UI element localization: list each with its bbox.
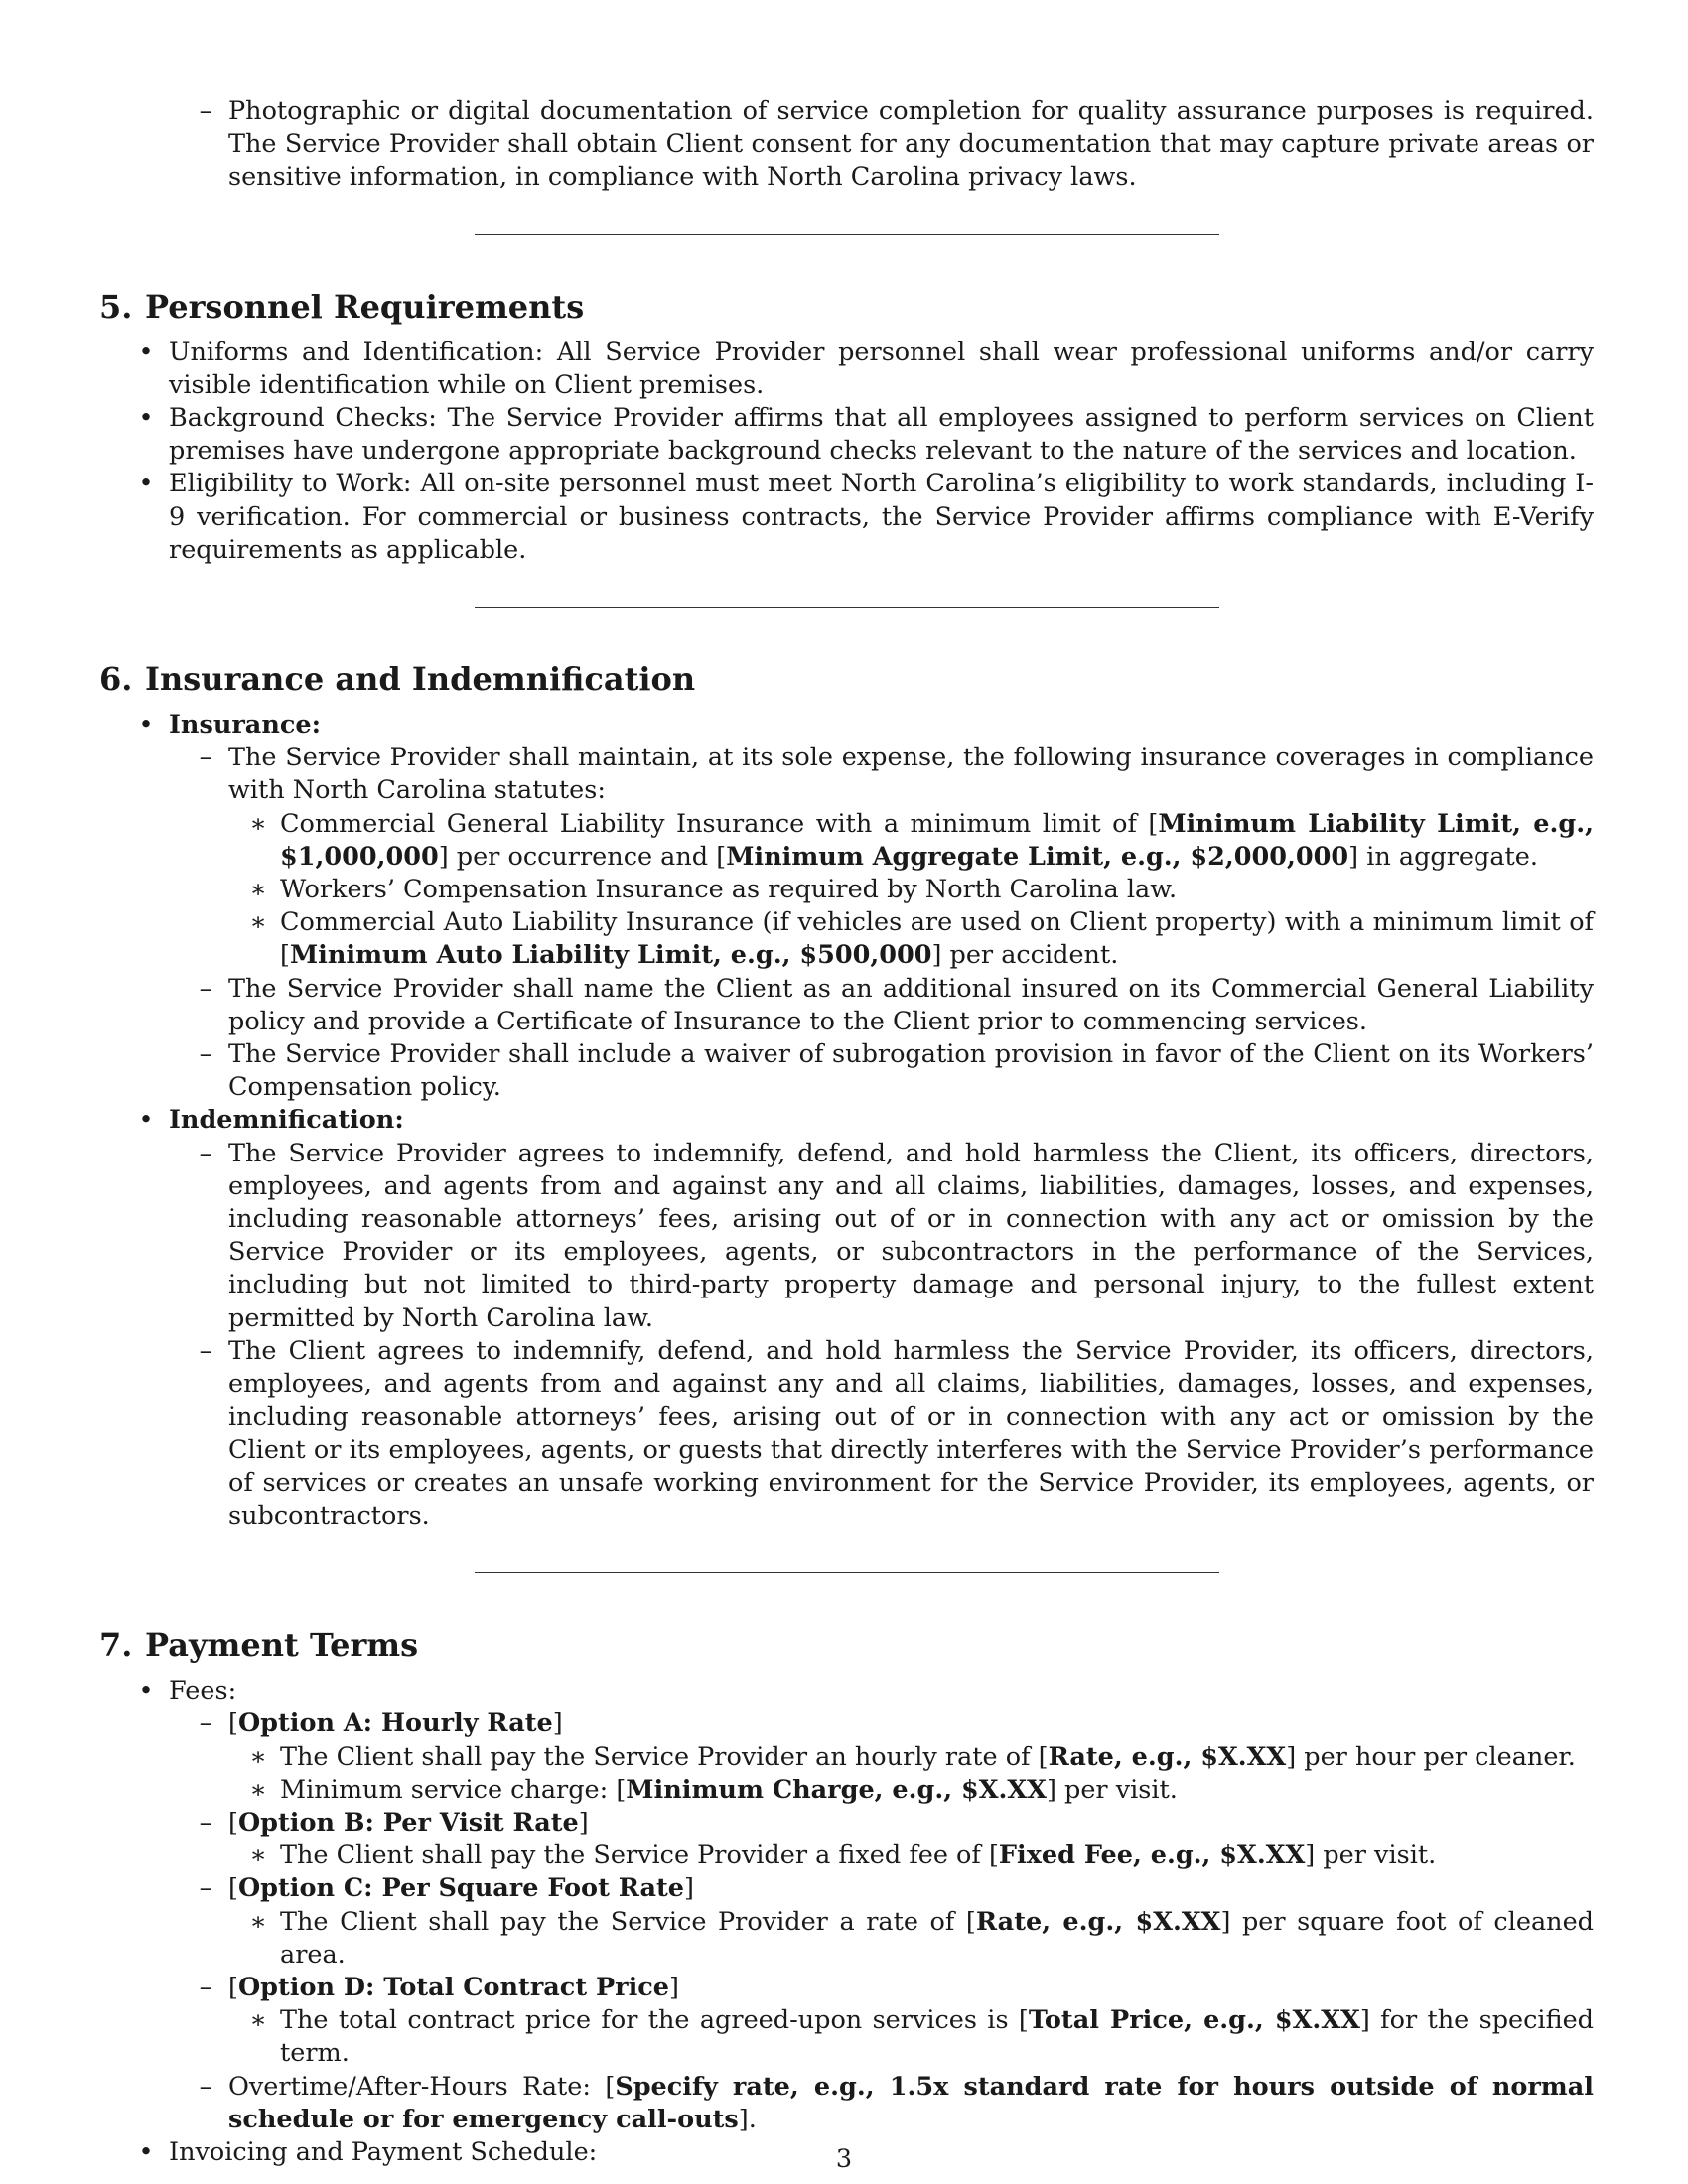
page-content (99, 95, 1594, 2169)
star-marker: ∗ (249, 907, 267, 938)
client-indemnity-text: The Client agrees to indemnify, defend, and hold harmless the Service Provider, its officers, directors, employees, and agents from and against any and all claims, liabilities, damages, losses, and expenses, including reasonable attorneys’ fees, arising out of or in connection with any act or omission by the Client or its employees, agents, or guests that directly interferes with the Service Provider’s performance of services or creates an unsafe working environment for the Service Provider, its employees, agents, or subcontractors. (228, 1335, 1594, 1531)
waiver-text: The Service Provider shall include a waiver of subrogation provision in favor of the Client on its Workers’ Compensation policy. (228, 1039, 1594, 1103)
dash-marker: – (199, 1873, 212, 1904)
star-marker: ∗ (249, 1774, 267, 1805)
section-number: 5. (99, 287, 133, 326)
option-d-label: [Option D: Total Contract Price] (228, 1972, 679, 2002)
list-item (99, 1906, 1594, 1972)
list-item (99, 1872, 1594, 1905)
bullet-marker: • (138, 337, 154, 367)
list-item (99, 1972, 1594, 2004)
fixed-fee-text: The Client shall pay the Service Provider a fixed fee of [Fixed Fee, e.g., $X.XX] per visit. (280, 1841, 1437, 1871)
list-item (99, 1774, 1594, 1807)
list-item (99, 808, 1594, 874)
list-item (99, 906, 1594, 972)
section-heading-7 (99, 1625, 1594, 1665)
list-item (99, 709, 1594, 742)
section-title: Personnel Requirements (145, 287, 585, 326)
dash-marker: – (199, 1138, 212, 1168)
option-b-label: [Option B: Per Visit Rate] (228, 1807, 589, 1838)
auto-liability-text: Commercial Auto Liability Insurance (if vehicles are used on Client property) with a minimum limit of [Minimum Auto Liability Limit, e.g., $500,000] per accident. (280, 907, 1594, 971)
list-item (99, 1335, 1594, 1533)
invoicing-label: Invoicing and Payment Schedule: (169, 2136, 598, 2167)
bullet-marker: • (138, 403, 154, 434)
dash-marker: – (199, 1335, 212, 1366)
star-marker: ∗ (249, 1906, 267, 1937)
list-item (99, 742, 1594, 807)
bullet-marker: • (138, 469, 154, 499)
list-item (99, 1104, 1594, 1137)
list-item (99, 874, 1594, 906)
dash-marker: – (199, 1807, 212, 1838)
list-item (99, 337, 1594, 402)
section-title: Payment Terms (145, 1626, 419, 1665)
star-marker: ∗ (249, 1741, 267, 1772)
dash-marker: – (199, 1708, 212, 1739)
star-marker: ∗ (249, 808, 267, 839)
list-item (99, 402, 1594, 468)
bullet-marker: • (138, 2136, 154, 2167)
star-marker: ∗ (249, 875, 267, 905)
section-heading-5 (99, 287, 1594, 327)
star-marker: ∗ (249, 2005, 267, 2036)
dash-marker: – (199, 96, 212, 126)
bullet-marker: • (138, 1676, 154, 1706)
section-heading-6 (99, 659, 1594, 699)
section-divider (475, 607, 1219, 608)
dash-marker: – (199, 1972, 212, 2002)
bullet-marker: • (138, 710, 154, 741)
square-foot-text: The Client shall pay the Service Provider a rate of [Rate, e.g., $X.XX] per square foot of cleaned area. (280, 1906, 1594, 1970)
list-item (99, 1807, 1594, 1840)
list-item (99, 468, 1594, 567)
star-marker: ∗ (249, 1841, 267, 1871)
option-c-label: [Option C: Per Square Foot Rate] (228, 1873, 694, 1904)
section-divider (475, 234, 1219, 235)
dash-marker: – (199, 973, 212, 1004)
total-price-text: The total contract price for the agreed-upon services is [Total Price, e.g., $X.XX] for the specified term. (280, 2005, 1594, 2069)
documentation-requirement-text: Photographic or digital documentation of service completion for quality assurance purposes is required. The Service Provider shall obtain Client consent for any documentation that may capture private areas or sensitive information, in compliance with North Carolina privacy laws. (228, 96, 1594, 193)
uniforms-text: Uniforms and Identification: All Service Provider personnel shall wear professional uniforms and/or carry visible identification while on Client premises. (169, 337, 1594, 400)
list-item (99, 95, 1594, 195)
list-item (99, 1138, 1594, 1335)
insurance-label: Insurance: (169, 710, 322, 741)
cgl-text: Commercial General Liability Insurance with a minimum limit of [Minimum Liability Limit, e.g., $1,000,000] per occurrence and [Minimum Aggregate Limit, e.g., $2,000,000] in aggregate. (280, 808, 1594, 872)
additional-insured-text: The Service Provider shall name the Client as an additional insured on its Commercial General Liability policy and provide a Certificate of Insurance to the Client prior to commencing services. (228, 973, 1594, 1036)
list-item (99, 973, 1594, 1038)
hourly-rate-text: The Client shall pay the Service Provider an hourly rate of [Rate, e.g., $X.XX] per hour per cleaner. (280, 1741, 1576, 1772)
list-item (99, 1707, 1594, 1740)
section-divider (475, 1572, 1219, 1573)
list-item (99, 1038, 1594, 1104)
bullet-marker: • (138, 1105, 154, 1136)
fees-label: Fees: (169, 1676, 237, 1706)
indemnification-label: Indemnification: (169, 1105, 404, 1136)
list-item (99, 1840, 1594, 1872)
background-checks-text: Background Checks: The Service Provider affirms that all employees assigned to perform services on Client premises have undergone appropriate background checks relevant to the nature of the services and location. (169, 403, 1594, 467)
list-item (99, 2071, 1594, 2136)
list-item (99, 2004, 1594, 2070)
overtime-rate-text: Overtime/After-Hours Rate: [Specify rate, e.g., 1.5x standard rate for hours outside of normal schedule or for emergency call-outs]. (228, 2071, 1594, 2134)
eligibility-text: Eligibility to Work: All on-site personnel must meet North Carolina’s eligibility to work standards, including I-9 verification. For commercial or business contracts, the Service Provider affirms compliance with E-Verify requirements as applicable. (169, 469, 1594, 565)
workers-comp-text: Workers’ Compensation Insurance as required by North Carolina law. (280, 875, 1178, 905)
minimum-charge-text: Minimum service charge: [Minimum Charge, e.g., $X.XX] per visit. (280, 1774, 1178, 1805)
provider-indemnity-text: The Service Provider agrees to indemnify, defend, and hold harmless the Client, its officers, directors, employees, and agents from and against any and all claims, liabilities, damages, losses, and expenses, including reasonable attorneys’ fees, arising out of or in connection with any act or omission by the Service Provider or its employees, agents, or subcontractors in the performance of the Services, including but not limited to third-party property damage and personal injury, to the fullest extent permitted by North Carolina law. (228, 1138, 1594, 1333)
dash-marker: – (199, 743, 212, 773)
list-item (99, 1675, 1594, 1707)
dash-marker: – (199, 2071, 212, 2102)
dash-marker: – (199, 1039, 212, 1070)
section-number: 6. (99, 660, 133, 699)
page-number: 3 (835, 2144, 853, 2174)
section-title: Insurance and Indemnification (145, 660, 696, 699)
insurance-coverage-text: The Service Provider shall maintain, at its sole expense, the following insurance coverages in compliance with North Carolina statutes: (228, 743, 1594, 806)
section-number: 7. (99, 1626, 133, 1665)
list-item (99, 1741, 1594, 1774)
option-a-label: [Option A: Hourly Rate] (228, 1708, 563, 1739)
